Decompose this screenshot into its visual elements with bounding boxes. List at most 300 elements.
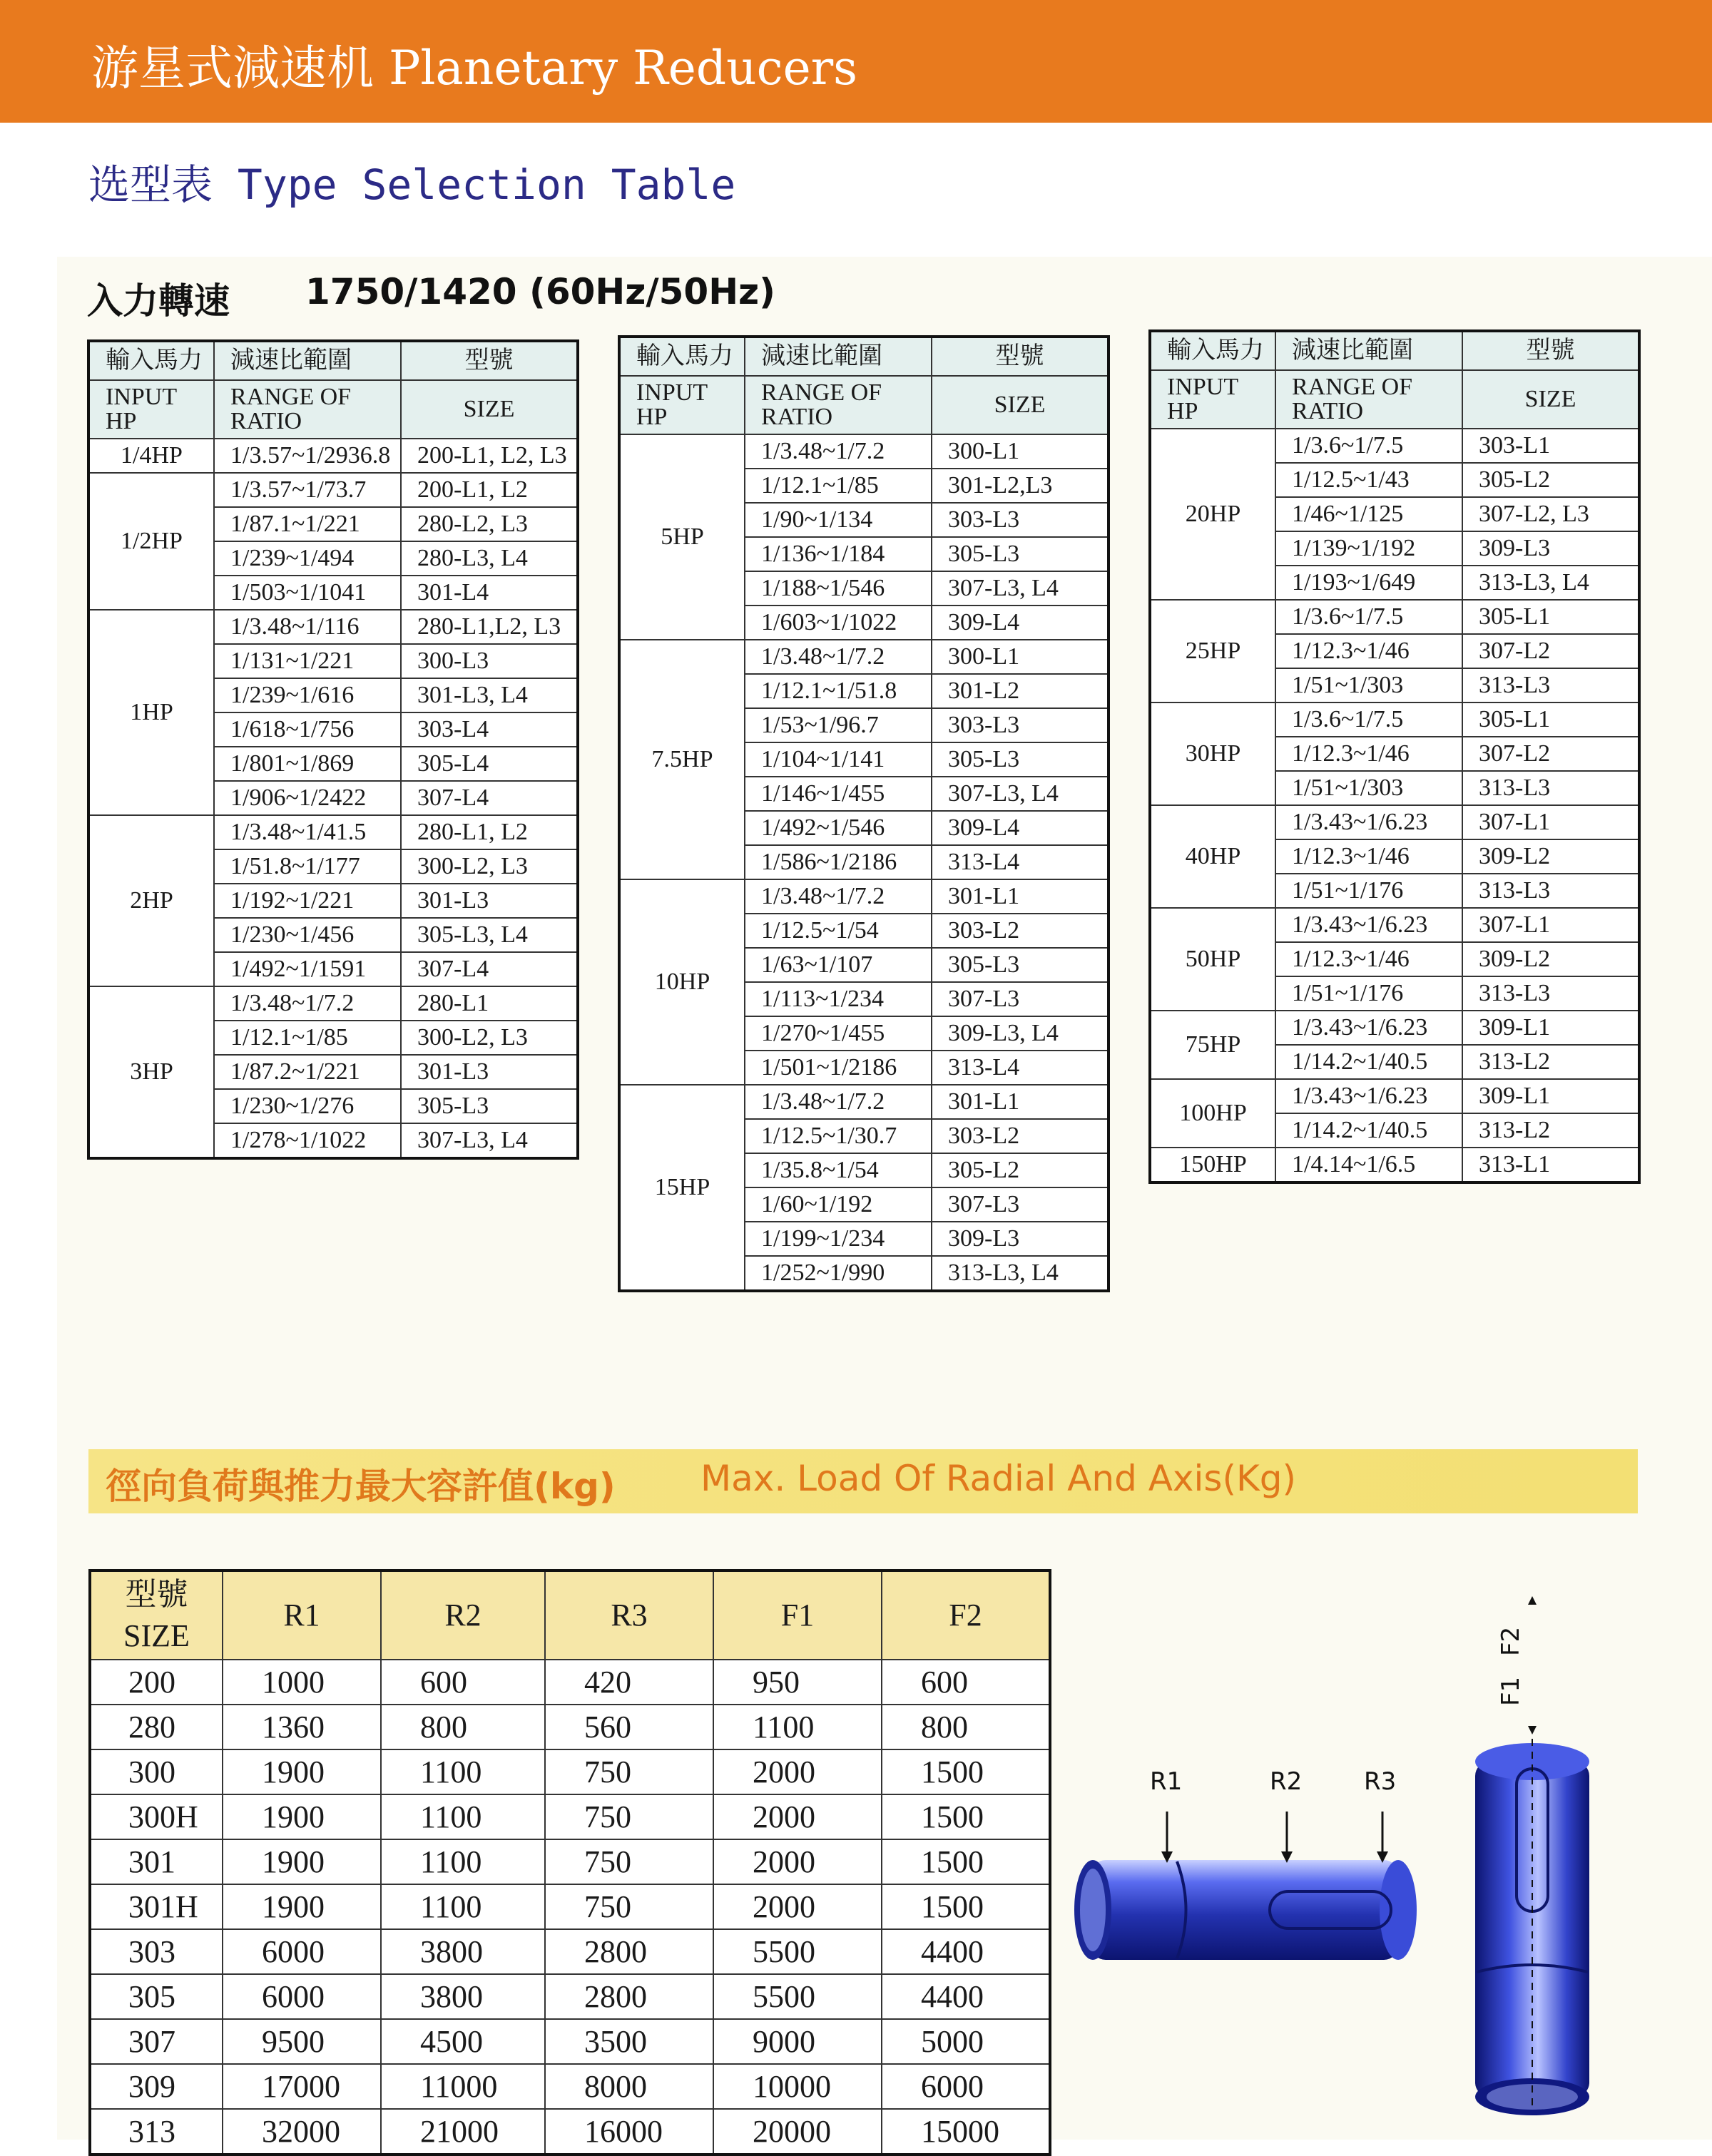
load-value-cell: 6000 [223, 1929, 381, 1974]
ratio-range-cell: 1/3.48~1/7.2 [745, 640, 932, 674]
size-cell: 280-L1 [401, 986, 578, 1021]
ratio-range-cell: 1/3.43~1/6.23 [1275, 1011, 1462, 1045]
load-col-header: R2 [381, 1570, 545, 1660]
table-row [1150, 1148, 1639, 1182]
size-cell: 307-L3, L4 [932, 777, 1109, 811]
size-cell: 309-L2 [1462, 942, 1639, 976]
size-cell: 200-L1, L2 [401, 473, 578, 507]
size-cell: 305-L3 [932, 948, 1109, 982]
size-cell: 309-L3 [932, 1222, 1109, 1256]
load-value-cell: 1360 [223, 1705, 381, 1749]
size-cell: 307-L2 [1462, 737, 1639, 771]
size-cell: 280-L2, L3 [401, 507, 578, 541]
ratio-range-cell: 1/136~1/184 [745, 537, 932, 571]
table-row [1150, 1011, 1639, 1045]
ratio-range-cell: 1/3.43~1/6.23 [1275, 1079, 1462, 1113]
ratio-range-cell: 1/12.5~1/43 [1275, 463, 1462, 497]
size-cell: 303-L1 [1462, 429, 1639, 463]
table-row [619, 879, 1109, 914]
ratio-range-cell: 1/63~1/107 [745, 948, 932, 982]
load-size-header-en: SIZE [123, 1618, 190, 1653]
ratio-range-cell: 1/192~1/221 [214, 884, 401, 918]
size-cell: 309-L4 [932, 811, 1109, 845]
header-range-en-line2: RATIO [761, 404, 833, 430]
size-cell: 305-L2 [932, 1153, 1109, 1187]
size-cell: 307-L3, L4 [401, 1123, 578, 1158]
section-subtitle: 选型表 Type Selection Table [88, 160, 736, 209]
header-input-zh: 輸入馬力 [619, 337, 745, 376]
shaft-load-diagram [1070, 1583, 1655, 2125]
ratio-range-cell: 1/12.5~1/30.7 [745, 1119, 932, 1153]
ratio-range-cell: 1/3.48~1/7.2 [745, 1085, 932, 1119]
load-value-cell: 1500 [882, 1749, 1050, 1794]
table-row [88, 815, 578, 849]
load-value-cell: 1100 [381, 1749, 545, 1794]
table-row [88, 610, 578, 644]
ratio-range-cell: 1/14.2~1/40.5 [1275, 1113, 1462, 1148]
header-input-zh: 輸入馬力 [88, 341, 214, 380]
load-value-cell: 750 [545, 1794, 713, 1839]
size-cell: 301-L2 [932, 674, 1109, 708]
ratio-range-cell: 1/199~1/234 [745, 1222, 932, 1256]
size-cell: 309-L1 [1462, 1079, 1639, 1113]
hp-cell: 50HP [1150, 908, 1275, 1011]
table-row [88, 473, 578, 507]
selection-table [87, 339, 579, 1160]
ratio-range-cell: 1/239~1/494 [214, 541, 401, 576]
header-size-zh: 型號 [401, 341, 578, 380]
ratio-range-cell: 1/3.48~1/7.2 [745, 879, 932, 914]
page-title: 游星式減速机 Planetary Reducers [91, 41, 858, 96]
table-row [90, 1884, 1050, 1929]
ratio-range-cell: 1/46~1/125 [1275, 497, 1462, 531]
load-title-en: Max. Load Of Radial And Axis(Kg) [700, 1458, 1296, 1499]
load-value-cell: 1900 [223, 1794, 381, 1839]
hp-cell: 1HP [88, 610, 214, 815]
load-value-cell: 420 [545, 1660, 713, 1705]
ratio-range-cell: 1/35.8~1/54 [745, 1153, 932, 1187]
load-value-cell: 2800 [545, 1974, 713, 2019]
load-size-header [90, 1570, 223, 1660]
size-cell: 300-L3 [401, 644, 578, 678]
header-range-zh: 減速比範圍 [1275, 331, 1462, 370]
size-cell: 309-L3 [1462, 531, 1639, 566]
size-cell: 280-L1,L2, L3 [401, 610, 578, 644]
table-row [1150, 429, 1639, 463]
size-cell: 303-L2 [932, 1119, 1109, 1153]
size-cell: 313-L3 [1462, 874, 1639, 908]
load-value-cell: 3500 [545, 2019, 713, 2064]
header-range-en-line1: RANGE OF [230, 384, 352, 410]
load-value-cell: 1000 [223, 1660, 381, 1705]
load-value-cell: 950 [713, 1660, 882, 1705]
ratio-range-cell: 1/12.1~1/85 [745, 469, 932, 503]
size-cell: 307-L2, L3 [1462, 497, 1639, 531]
hp-cell: 25HP [1150, 600, 1275, 703]
load-value-cell: 4500 [381, 2019, 545, 2064]
size-cell: 313-L4 [932, 1051, 1109, 1085]
table-row [90, 1660, 1050, 1705]
ratio-range-cell: 1/51~1/176 [1275, 976, 1462, 1011]
size-cell: 303-L3 [932, 708, 1109, 742]
load-value-cell: 17000 [223, 2064, 381, 2109]
selection-table [618, 335, 1110, 1292]
header-size-zh: 型號 [1462, 331, 1639, 370]
load-value-cell: 1100 [381, 1794, 545, 1839]
ratio-range-cell: 1/188~1/546 [745, 571, 932, 606]
table-row [1150, 703, 1639, 737]
table-row [90, 1749, 1050, 1794]
header-input-en [619, 376, 745, 434]
table-row [90, 1839, 1050, 1884]
label-f1: F1 [1497, 1676, 1525, 1706]
header-input-en-line1: INPUT [106, 384, 178, 410]
ratio-range-cell: 1/492~1/546 [745, 811, 932, 845]
size-cell: 313-L4 [932, 845, 1109, 879]
load-value-cell: 2800 [545, 1929, 713, 1974]
load-col-header: R1 [223, 1570, 381, 1660]
header-range-zh: 減速比範圍 [214, 341, 401, 380]
ratio-range-cell: 1/12.3~1/46 [1275, 942, 1462, 976]
size-cell: 305-L3 [932, 537, 1109, 571]
ratio-range-cell: 1/503~1/1041 [214, 576, 401, 610]
load-size-cell: 300H [90, 1794, 223, 1839]
hp-cell: 40HP [1150, 805, 1275, 908]
size-cell: 313-L2 [1462, 1113, 1639, 1148]
load-size-cell: 305 [90, 1974, 223, 2019]
size-cell: 300-L1 [932, 640, 1109, 674]
header-range-en [745, 376, 932, 434]
ratio-range-cell: 1/87.2~1/221 [214, 1055, 401, 1089]
header-input-en-line1: INPUT [1167, 374, 1239, 400]
input-speed-value: 1750/1420 (60Hz/50Hz) [305, 271, 776, 312]
size-cell: 301-L3, L4 [401, 678, 578, 712]
size-cell: 307-L3, L4 [932, 571, 1109, 606]
load-size-cell: 301H [90, 1884, 223, 1929]
header-input-en-line2: HP [636, 404, 668, 430]
header-input-en-line2: HP [106, 408, 137, 434]
table-row [90, 2064, 1050, 2109]
size-cell: 307-L4 [401, 781, 578, 815]
header-size-en: SIZE [1462, 370, 1639, 429]
ratio-range-cell: 1/12.1~1/85 [214, 1021, 401, 1055]
header-input-en-line1: INPUT [636, 379, 708, 406]
header-input-en [1150, 370, 1275, 429]
size-cell: 303-L4 [401, 712, 578, 747]
header-input-en [88, 380, 214, 439]
load-value-cell: 2000 [713, 1884, 882, 1929]
ratio-range-cell: 1/3.48~1/7.2 [214, 986, 401, 1021]
load-value-cell: 750 [545, 1749, 713, 1794]
ratio-range-cell: 1/87.1~1/221 [214, 507, 401, 541]
size-cell: 313-L3 [1462, 771, 1639, 805]
size-cell: 305-L3 [401, 1089, 578, 1123]
ratio-range-cell: 1/90~1/134 [745, 503, 932, 537]
load-value-cell: 800 [381, 1705, 545, 1749]
load-value-cell: 600 [882, 1660, 1050, 1705]
ratio-range-cell: 1/51~1/303 [1275, 771, 1462, 805]
vertical-shaft [1475, 1726, 1589, 2115]
size-cell: 280-L3, L4 [401, 541, 578, 576]
radial-load-arrows [1161, 1812, 1388, 1863]
hp-cell: 20HP [1150, 429, 1275, 600]
ratio-range-cell: 1/270~1/455 [745, 1016, 932, 1051]
load-size-cell: 303 [90, 1929, 223, 1974]
size-cell: 300-L2, L3 [401, 849, 578, 884]
load-value-cell: 15000 [882, 2109, 1050, 2155]
hp-cell: 7.5HP [619, 640, 745, 879]
load-value-cell: 800 [882, 1705, 1050, 1749]
ratio-range-cell: 1/801~1/869 [214, 747, 401, 781]
ratio-range-cell: 1/3.6~1/7.5 [1275, 703, 1462, 737]
size-cell: 307-L3 [932, 982, 1109, 1016]
ratio-range-cell: 1/3.6~1/7.5 [1275, 600, 1462, 634]
ratio-range-cell: 1/4.14~1/6.5 [1275, 1148, 1462, 1182]
load-value-cell: 5000 [882, 2019, 1050, 2064]
size-cell: 313-L3, L4 [932, 1256, 1109, 1291]
load-value-cell: 1500 [882, 1794, 1050, 1839]
ratio-range-cell: 1/586~1/2186 [745, 845, 932, 879]
size-cell: 305-L3, L4 [401, 918, 578, 952]
load-size-cell: 301 [90, 1839, 223, 1884]
load-value-cell: 3800 [381, 1929, 545, 1974]
size-cell: 301-L1 [932, 879, 1109, 914]
header-range-en-line2: RATIO [1292, 398, 1364, 424]
table-row [1150, 600, 1639, 634]
horizontal-shaft [1074, 1860, 1417, 1960]
load-col-header: F1 [713, 1570, 882, 1660]
size-cell: 301-L4 [401, 576, 578, 610]
ratio-range-cell: 1/12.3~1/46 [1275, 839, 1462, 874]
header-range-en-line1: RANGE OF [1292, 374, 1413, 400]
size-cell: 305-L2 [1462, 463, 1639, 497]
hp-cell: 1/4HP [88, 439, 214, 473]
hp-cell: 75HP [1150, 1011, 1275, 1079]
size-cell: 313-L3 [1462, 976, 1639, 1011]
size-cell: 309-L4 [932, 606, 1109, 640]
size-cell: 303-L2 [932, 914, 1109, 948]
load-value-cell: 1100 [381, 1839, 545, 1884]
input-speed-label: 入力轉速 [87, 280, 230, 322]
ratio-range-cell: 1/12.3~1/46 [1275, 634, 1462, 668]
ratio-range-cell: 1/3.48~1/7.2 [745, 434, 932, 469]
header-size-zh: 型號 [932, 337, 1109, 376]
table-row [88, 986, 578, 1021]
label-r3: R3 [1364, 1767, 1397, 1796]
ratio-range-cell: 1/51~1/176 [1275, 874, 1462, 908]
table-row [1150, 805, 1639, 839]
header-input-zh: 輸入馬力 [1150, 331, 1275, 370]
load-value-cell: 32000 [223, 2109, 381, 2155]
hp-cell: 1/2HP [88, 473, 214, 610]
load-value-cell: 4400 [882, 1974, 1050, 2019]
ratio-range-cell: 1/3.57~1/2936.8 [214, 439, 401, 473]
load-title-zh: 徑向負荷與推力最大容許值(kg) [106, 1466, 616, 1507]
load-value-cell: 10000 [713, 2064, 882, 2109]
size-cell: 309-L3, L4 [932, 1016, 1109, 1051]
load-value-cell: 1500 [882, 1839, 1050, 1884]
ratio-range-cell: 1/3.6~1/7.5 [1275, 429, 1462, 463]
load-value-cell: 750 [545, 1884, 713, 1929]
load-size-cell: 313 [90, 2109, 223, 2155]
load-size-cell: 309 [90, 2064, 223, 2109]
size-cell: 307-L1 [1462, 908, 1639, 942]
load-col-header: F2 [882, 1570, 1050, 1660]
label-f2: F2 [1497, 1626, 1525, 1656]
load-value-cell: 2000 [713, 1749, 882, 1794]
load-value-cell: 2000 [713, 1794, 882, 1839]
load-value-cell: 1900 [223, 1749, 381, 1794]
load-value-cell: 9500 [223, 2019, 381, 2064]
hp-cell: 30HP [1150, 703, 1275, 805]
size-cell: 301-L1 [932, 1085, 1109, 1119]
table-row [88, 439, 578, 473]
size-cell: 313-L1 [1462, 1148, 1639, 1182]
hp-cell: 10HP [619, 879, 745, 1085]
size-cell: 309-L2 [1462, 839, 1639, 874]
table-row [90, 1974, 1050, 2019]
ratio-range-cell: 1/3.57~1/73.7 [214, 473, 401, 507]
table-row [619, 640, 1109, 674]
header-range-en [214, 380, 401, 439]
header-range-en-line1: RANGE OF [761, 379, 882, 406]
selection-table [1148, 329, 1641, 1184]
size-cell: 301-L3 [401, 884, 578, 918]
load-value-cell: 2000 [713, 1839, 882, 1884]
table-row [90, 1705, 1050, 1749]
ratio-range-cell: 1/618~1/756 [214, 712, 401, 747]
hp-cell: 5HP [619, 434, 745, 640]
size-cell: 200-L1, L2, L3 [401, 439, 578, 473]
load-value-cell: 1900 [223, 1884, 381, 1929]
header-size-en: SIZE [401, 380, 578, 439]
ratio-range-cell: 1/14.2~1/40.5 [1275, 1045, 1462, 1079]
ratio-range-cell: 1/906~1/2422 [214, 781, 401, 815]
size-cell: 301-L2,L3 [932, 469, 1109, 503]
size-cell: 307-L1 [1462, 805, 1639, 839]
header-range-en [1275, 370, 1462, 429]
hp-cell: 150HP [1150, 1148, 1275, 1182]
table-row [1150, 1079, 1639, 1113]
load-size-cell: 300 [90, 1749, 223, 1794]
label-r2: R2 [1270, 1767, 1303, 1796]
load-value-cell: 1100 [713, 1705, 882, 1749]
size-cell: 305-L4 [401, 747, 578, 781]
load-value-cell: 6000 [223, 1974, 381, 2019]
ratio-range-cell: 1/113~1/234 [745, 982, 932, 1016]
ratio-range-cell: 1/51.8~1/177 [214, 849, 401, 884]
ratio-range-cell: 1/492~1/1591 [214, 952, 401, 986]
load-value-cell: 16000 [545, 2109, 713, 2155]
load-value-cell: 6000 [882, 2064, 1050, 2109]
ratio-range-cell: 1/12.5~1/54 [745, 914, 932, 948]
ratio-range-cell: 1/501~1/2186 [745, 1051, 932, 1085]
load-size-cell: 280 [90, 1705, 223, 1749]
size-cell: 307-L2 [1462, 634, 1639, 668]
table-row [90, 2109, 1050, 2155]
load-value-cell: 11000 [381, 2064, 545, 2109]
table-row [90, 2019, 1050, 2064]
table-row [1150, 908, 1639, 942]
header-size-en: SIZE [932, 376, 1109, 434]
load-col-header: R3 [545, 1570, 713, 1660]
size-cell: 313-L2 [1462, 1045, 1639, 1079]
load-value-cell: 21000 [381, 2109, 545, 2155]
load-size-cell: 200 [90, 1660, 223, 1705]
load-size-header-zh: 型號 [125, 1577, 188, 1612]
ratio-range-cell: 1/278~1/1022 [214, 1123, 401, 1158]
table-row [619, 434, 1109, 469]
load-value-cell: 5500 [713, 1929, 882, 1974]
ratio-range-cell: 1/131~1/221 [214, 644, 401, 678]
ratio-range-cell: 1/3.43~1/6.23 [1275, 805, 1462, 839]
load-value-cell: 9000 [713, 2019, 882, 2064]
size-cell: 305-L1 [1462, 703, 1639, 737]
load-size-cell: 307 [90, 2019, 223, 2064]
ratio-range-cell: 1/146~1/455 [745, 777, 932, 811]
ratio-range-cell: 1/603~1/1022 [745, 606, 932, 640]
ratio-range-cell: 1/252~1/990 [745, 1256, 932, 1291]
ratio-range-cell: 1/230~1/456 [214, 918, 401, 952]
load-value-cell: 1100 [381, 1884, 545, 1929]
size-cell: 305-L3 [932, 742, 1109, 777]
load-value-cell: 560 [545, 1705, 713, 1749]
hp-cell: 3HP [88, 986, 214, 1158]
size-cell: 307-L3 [932, 1187, 1109, 1222]
load-value-cell: 1900 [223, 1839, 381, 1884]
ratio-range-cell: 1/139~1/192 [1275, 531, 1462, 566]
ratio-range-cell: 1/104~1/141 [745, 742, 932, 777]
table-row [90, 1794, 1050, 1839]
size-cell: 300-L2, L3 [401, 1021, 578, 1055]
header-range-zh: 減速比範圍 [745, 337, 932, 376]
size-cell: 300-L1 [932, 434, 1109, 469]
header-input-en-line2: HP [1167, 398, 1198, 424]
load-value-cell: 600 [381, 1660, 545, 1705]
size-cell: 305-L1 [1462, 600, 1639, 634]
size-cell: 303-L3 [932, 503, 1109, 537]
ratio-range-cell: 1/60~1/192 [745, 1187, 932, 1222]
size-cell: 309-L1 [1462, 1011, 1639, 1045]
table-row [619, 1085, 1109, 1119]
axial-load-arrows [1528, 1596, 1537, 1734]
size-cell: 280-L1, L2 [401, 815, 578, 849]
max-load-table [88, 1569, 1051, 2156]
hp-cell: 100HP [1150, 1079, 1275, 1148]
header-range-en-line2: RATIO [230, 408, 302, 434]
size-cell: 301-L3 [401, 1055, 578, 1089]
load-value-cell: 4400 [882, 1929, 1050, 1974]
ratio-range-cell: 1/3.48~1/116 [214, 610, 401, 644]
load-value-cell: 1500 [882, 1884, 1050, 1929]
load-value-cell: 3800 [381, 1974, 545, 2019]
ratio-range-cell: 1/51~1/303 [1275, 668, 1462, 703]
ratio-range-cell: 1/230~1/276 [214, 1089, 401, 1123]
ratio-range-cell: 1/53~1/96.7 [745, 708, 932, 742]
hp-cell: 2HP [88, 815, 214, 986]
ratio-range-cell: 1/193~1/649 [1275, 566, 1462, 600]
ratio-range-cell: 1/12.1~1/51.8 [745, 674, 932, 708]
ratio-range-cell: 1/12.3~1/46 [1275, 737, 1462, 771]
hp-cell: 15HP [619, 1085, 745, 1291]
size-cell: 313-L3 [1462, 668, 1639, 703]
label-r1: R1 [1150, 1767, 1183, 1796]
ratio-range-cell: 1/3.43~1/6.23 [1275, 908, 1462, 942]
load-value-cell: 750 [545, 1839, 713, 1884]
ratio-range-cell: 1/239~1/616 [214, 678, 401, 712]
table-row [90, 1929, 1050, 1974]
size-cell: 307-L4 [401, 952, 578, 986]
